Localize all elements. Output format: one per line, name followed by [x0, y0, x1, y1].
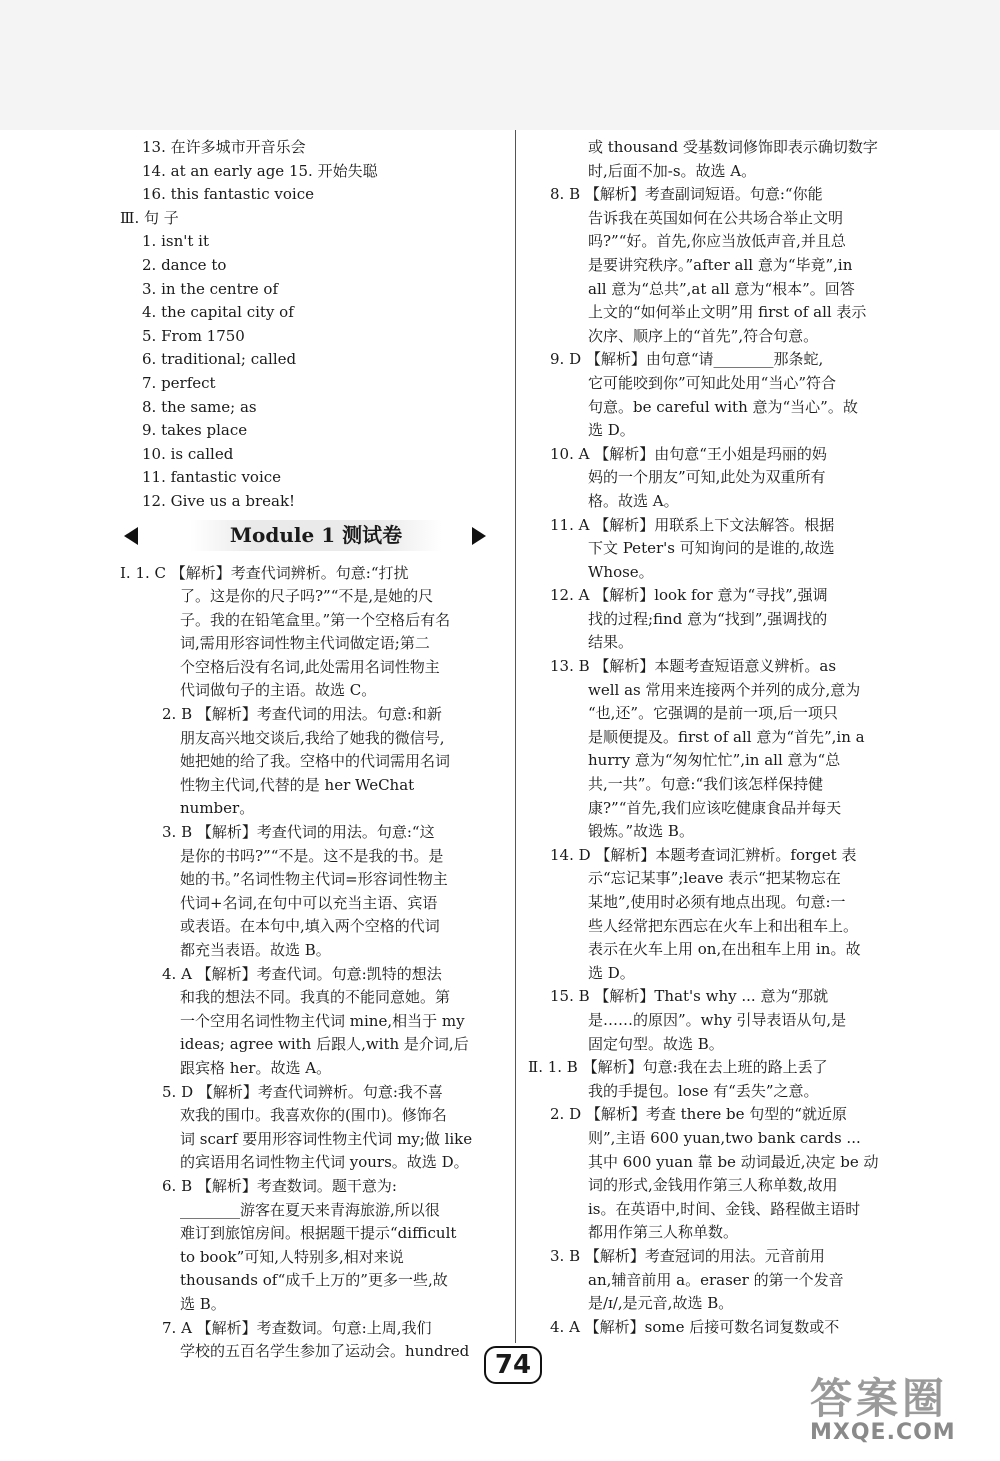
text-line: 是顺便提及。first of all 意为“首先”,in a [588, 727, 865, 746]
text-line: 跟宾格 her。故选 A。 [180, 1058, 332, 1077]
text-line: 朋友高兴地交谈后,我给了她我的微信号, [180, 728, 445, 747]
text-line: 是/ɪ/,是元音,故选 B。 [588, 1294, 734, 1313]
text-line: 或表语。在本句中,填入两个空格的代词 [180, 917, 440, 936]
right-explanations [528, 136, 912, 1339]
text-line: 找的过程;find 意为“找到”,强调找的 [588, 609, 828, 628]
text-line: Ⅰ. 1. C 【解析】考查代词辨析。句意:“打扰 [120, 563, 409, 582]
text-line: 结果。 [588, 633, 634, 652]
text-line: 子。我的在铅笔盒里。”第一个空格后有名 [180, 610, 451, 629]
text-line: 词 scarf 要用形容词性物主代词 my;做 like [180, 1129, 473, 1148]
text-line: 是……的原因”。why 引导表语从句,是 [588, 1010, 847, 1029]
text-line: 选 B。 [180, 1294, 226, 1313]
text-line: 告诉我在英国如何在公共场合举止文明 [588, 208, 844, 227]
text-line: 上文的“如何举止文明”用 first of all 表示 [588, 303, 867, 322]
left-answer-list [120, 136, 512, 514]
text-line: 2. B 【解析】考查代词的用法。句意:和新 [162, 705, 442, 724]
text-line: 12. Give us a break! [142, 491, 296, 510]
text-line: 9. takes place [142, 421, 248, 440]
text-line: 共,一共”。句意:“我们该怎样保持健 [588, 775, 824, 794]
text-line: 8. B 【解析】考查副词短语。句意:“你能 [550, 185, 823, 204]
text-line: 欢我的围巾。我喜欢你的(围巾)。修饰名 [180, 1106, 447, 1125]
text-line: 6. traditional; called [142, 350, 297, 369]
text-line: 和我的想法不同。我真的不能同意她。第 [180, 988, 451, 1007]
text-line: 选 D。 [588, 963, 635, 982]
text-line: well as 常用来连接两个并列的成分,意为 [588, 680, 861, 699]
text-line: 3. in the centre of [142, 279, 279, 298]
text-line: 某地”,使用时必须有地点出现。句意:一 [588, 893, 846, 911]
text-line: 她的书。”名词性物主代词=形容词性物主 [180, 870, 448, 889]
text-line: 我的手提包。lose 有“丢失”之意。 [588, 1081, 819, 1100]
text-line: number。 [180, 799, 255, 818]
text-line: 是你的书吗?”“不是。这不是我的书。是 [180, 846, 444, 865]
text-line: 都用作第三人称单数。 [588, 1223, 739, 1242]
text-line: an,辅音前用 a。eraser 的第一个发音 [588, 1270, 844, 1289]
module-banner [120, 516, 512, 556]
text-line: 词的形式,金钱用作第三人称单数,故用 [588, 1176, 838, 1195]
text-line: 它可能咬到你”可知此处用“当心”符合 [588, 373, 837, 392]
text-line: 2. D 【解析】考查 there be 句型的“就近原 [550, 1105, 847, 1124]
column-divider [515, 130, 516, 1343]
text-line: 13. B 【解析】本题考查短语意义辨析。as [550, 657, 837, 676]
text-line: 14. D 【解析】本题考查词汇辨析。forget 表 [550, 845, 857, 864]
text-line: 2. dance to [142, 255, 227, 274]
text-line: 代词+名词,在句中可以充当主语、宾语 [180, 893, 438, 912]
text-line: 次序、顺序上的“首先”,符合句意。 [588, 326, 819, 345]
text-line: 3. B 【解析】考查冠词的用法。元音前用 [550, 1246, 825, 1265]
text-line: 7. A 【解析】考查数词。句意:上周,我们 [162, 1318, 432, 1337]
text-line: 14. at an early age 15. 开始失聪 [142, 161, 378, 180]
text-line: 学校的五百名学生参加了运动会。hundred [180, 1342, 470, 1361]
text-line: is。在英语中,时间、金钱、路程做主语时 [588, 1199, 861, 1218]
text-line: 4. A 【解析】some 后接可数名词复数或不 [550, 1317, 840, 1336]
text-line: 其中 600 yuan 靠 be 动词最近,决定 be 动 [588, 1152, 879, 1171]
text-line: 的宾语用名词性物主代词 yours。故选 D。 [180, 1153, 469, 1172]
text-line: 锻炼。”故选 B。 [588, 822, 694, 841]
text-line: 难订到旅馆房间。根据题干提示“difficult [180, 1224, 457, 1243]
text-line: Ⅱ. 1. B 【解析】句意:我在去上班的路上丢了 [528, 1058, 828, 1077]
watermark-line1: 答案圈 [810, 1374, 949, 1423]
text-line: 选 D。 [588, 421, 635, 440]
text-line: Whose。 [588, 562, 654, 581]
text-line: 1. isn't it [142, 232, 209, 251]
text-line: 性物主代词,代替的是 her WeChat [180, 775, 415, 794]
text-line: 16. this fantastic voice [142, 185, 314, 204]
text-line: 4. the capital city of [142, 303, 294, 322]
watermark-logo [810, 1366, 990, 1456]
text-line: 词,需用形容词性物主代词做定语;第二 [180, 634, 430, 653]
text-line: thousands of“成千上万的”更多一些,故 [180, 1271, 448, 1290]
watermark-line2: MXQE.COM [810, 1420, 956, 1445]
text-line: 妈的一个朋友”可知,此处为双重所有 [588, 468, 826, 487]
text-line: 都充当表语。故选 B。 [180, 941, 331, 959]
text-line: 一个空用名词性物主代词 mine,相当于 my [180, 1011, 465, 1030]
text-line: 康?”“首先,我们应该吃健康食品并每天 [588, 798, 842, 817]
text-line: 11. A 【解析】用联系上下文法解答。根据 [550, 515, 835, 534]
page-header-band [0, 0, 1000, 130]
text-line: 5. D 【解析】考查代词辨析。句意:我不喜 [162, 1082, 443, 1101]
text-line: Ⅲ. 句 子 [120, 208, 179, 227]
module-title: Module 1 测试卷 [190, 520, 442, 552]
text-line: 表示在火车上用 on,在出租车上用 in。故 [588, 940, 861, 959]
text-line: ________游客在夏天来青海旅游,所以很 [180, 1200, 440, 1219]
text-line: 则”,主语 600 yuan,two bank cards ... [588, 1128, 861, 1147]
text-line: 代词做句子的主语。故选 C。 [180, 681, 377, 700]
triangle-left-icon [124, 527, 138, 545]
text-line: 时,后面不加-s。故选 A。 [588, 161, 757, 180]
text-line: 9. D 【解析】由句意“请________那条蛇, [550, 350, 824, 369]
text-line: 固定句型。故选 B。 [588, 1034, 724, 1053]
text-line: 10. is called [142, 444, 234, 463]
text-line: 7. perfect [142, 373, 216, 392]
text-line: “也,还”。它强调的是前一项,后一项只 [588, 704, 838, 723]
text-line: 10. A 【解析】由句意“王小姐是玛丽的妈 [550, 444, 827, 463]
text-line: 示“忘记某事”;leave 表示“把某物忘在 [588, 869, 841, 888]
page-number: 74 [484, 1346, 542, 1384]
text-line: ideas; agree with 后跟人,with 是介词,后 [180, 1035, 469, 1054]
text-line: 3. B 【解析】考查代词的用法。句意:“这 [162, 823, 435, 842]
text-line: 13. 在许多城市开音乐会 [142, 138, 306, 156]
text-line: 句意。be careful with 意为“当心”。故 [588, 397, 858, 416]
text-line: 吗?”“好。首先,你应当放低声音,并且总 [588, 232, 846, 251]
text-line: 6. B 【解析】考查数词。题干意为: [162, 1176, 397, 1195]
triangle-right-icon [472, 527, 486, 545]
text-line: hurry 意为“匆匆忙忙”,in all 意为“总 [588, 751, 841, 770]
text-line: 4. A 【解析】考查代词。句意:凯特的想法 [162, 964, 442, 983]
text-line: 5. From 1750 [142, 326, 245, 345]
text-line: 11. fantastic voice [142, 468, 282, 487]
right-column [528, 136, 912, 1339]
text-line: 格。故选 A。 [588, 491, 679, 510]
text-line: 她把她的给了我。空格中的代词需用名词 [180, 752, 451, 771]
text-line: 下文 Peter's 可知询问的是谁的,故选 [588, 539, 835, 558]
text-line: 8. the same; as [142, 397, 257, 416]
text-line: all 意为“总共”,at all 意为“根本”。回答 [588, 279, 855, 298]
text-line: 是要讲究秩序。”after all 意为“毕竟”,in [588, 255, 853, 274]
text-line: 15. B 【解析】That's why ... 意为“那就 [550, 987, 829, 1006]
text-line: 或 thousand 受基数词修饰即表示确切数字 [588, 138, 878, 156]
text-line: 了。这是你的尺子吗?”“不是,是她的尺 [180, 587, 434, 606]
text-line: 些人经常把东西忘在火车上和出租车上。 [588, 916, 859, 935]
left-column [120, 136, 512, 1364]
text-line: to book”可知,人特别多,相对来说 [180, 1247, 404, 1266]
text-line: 12. A 【解析】look for 意为“寻找”,强调 [550, 586, 828, 605]
left-explanations [120, 562, 512, 1364]
text-line: 个空格后没有名词,此处需用名词性物主 [180, 657, 440, 676]
